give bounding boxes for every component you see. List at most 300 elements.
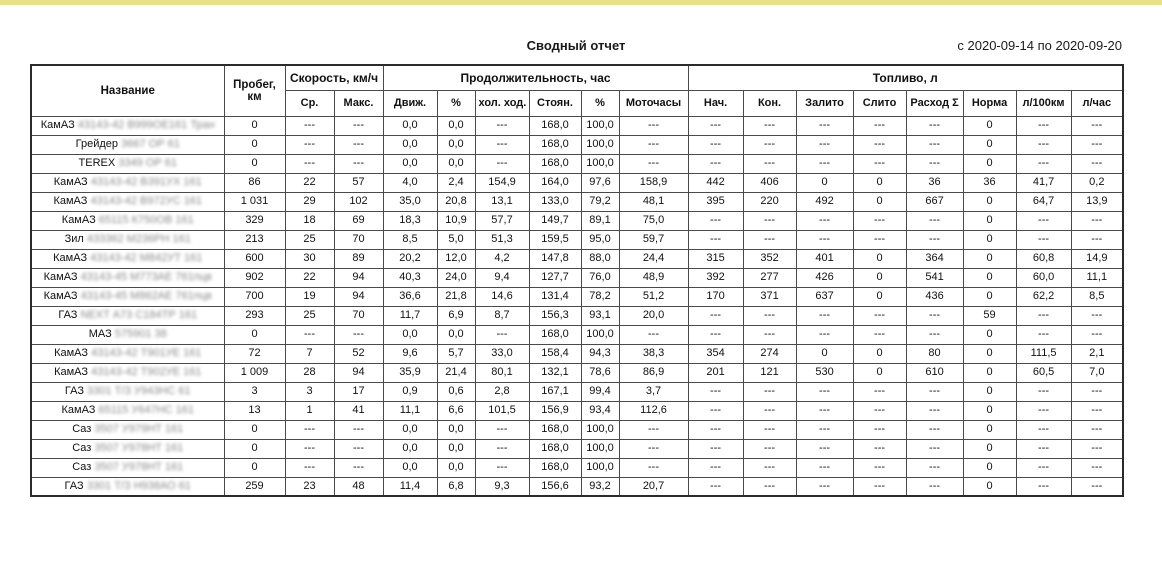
cell-parked: 131,4 bbox=[529, 287, 581, 306]
cell-max_speed: --- bbox=[334, 135, 383, 154]
cell-norm: 0 bbox=[963, 192, 1016, 211]
cell-idle: 8,7 bbox=[475, 306, 529, 325]
cell-fuel_end: 121 bbox=[743, 363, 796, 382]
cell-engine_hours: 51,2 bbox=[619, 287, 688, 306]
table-row bbox=[31, 458, 1123, 477]
cell-max_speed: 41 bbox=[334, 401, 383, 420]
cell-norm: 0 bbox=[963, 116, 1016, 135]
cell-fuel_start: --- bbox=[688, 477, 743, 496]
cell-fuel_start: 392 bbox=[688, 268, 743, 287]
cell-norm: 0 bbox=[963, 420, 1016, 439]
cell-parked_pct: 100,0 bbox=[581, 116, 619, 135]
cell-idle: 2,8 bbox=[475, 382, 529, 401]
cell-avg_speed: --- bbox=[285, 135, 334, 154]
cell-consumed: --- bbox=[906, 458, 963, 477]
cell-consumed: --- bbox=[906, 382, 963, 401]
cell-mileage: 700 bbox=[224, 287, 285, 306]
cell-norm: 0 bbox=[963, 344, 1016, 363]
cell-parked_pct: 93,2 bbox=[581, 477, 619, 496]
cell-filled: --- bbox=[796, 458, 853, 477]
cell-avg_speed: --- bbox=[285, 439, 334, 458]
table-row bbox=[31, 135, 1123, 154]
cell-consumed: --- bbox=[906, 477, 963, 496]
cell-moving: 0,0 bbox=[383, 135, 437, 154]
vehicle-make: КамАЗ bbox=[43, 271, 78, 283]
cell-engine_hours: --- bbox=[619, 116, 688, 135]
cell-fuel_end: --- bbox=[743, 306, 796, 325]
page-title: Сводный отчет bbox=[526, 38, 626, 53]
cell-filled: 492 bbox=[796, 192, 853, 211]
table-row bbox=[31, 230, 1123, 249]
cell-engine_hours: --- bbox=[619, 458, 688, 477]
cell-moving: 0,0 bbox=[383, 420, 437, 439]
cell-engine_hours: --- bbox=[619, 439, 688, 458]
cell-mileage: 13 bbox=[224, 401, 285, 420]
column-group-duration: Продолжительность, час bbox=[383, 65, 688, 90]
cell-filled: --- bbox=[796, 420, 853, 439]
cell-moving: 18,3 bbox=[383, 211, 437, 230]
cell-moving: 0,0 bbox=[383, 154, 437, 173]
cell-l_per_100km: 41,7 bbox=[1016, 173, 1071, 192]
column-header-consumed: Расход Σ bbox=[906, 90, 963, 116]
cell-max_speed: 57 bbox=[334, 173, 383, 192]
cell-moving: 36,6 bbox=[383, 287, 437, 306]
cell-filled: --- bbox=[796, 211, 853, 230]
cell-parked_pct: 76,0 bbox=[581, 268, 619, 287]
cell-vehicle-name bbox=[31, 116, 224, 135]
cell-parked_pct: 97,6 bbox=[581, 173, 619, 192]
cell-filled: --- bbox=[796, 230, 853, 249]
cell-fuel_start: --- bbox=[688, 420, 743, 439]
cell-vehicle-name bbox=[31, 458, 224, 477]
cell-idle: 9,4 bbox=[475, 268, 529, 287]
cell-idle: 51,3 bbox=[475, 230, 529, 249]
cell-l_per_hour: --- bbox=[1071, 439, 1123, 458]
cell-parked_pct: 78,2 bbox=[581, 287, 619, 306]
cell-filled: 0 bbox=[796, 344, 853, 363]
cell-drained: 0 bbox=[853, 173, 906, 192]
cell-vehicle-name bbox=[31, 268, 224, 287]
cell-mileage: 329 bbox=[224, 211, 285, 230]
vehicle-id-blurred: 433362 М236РН 161 bbox=[86, 233, 191, 245]
cell-l_per_hour: --- bbox=[1071, 135, 1123, 154]
cell-drained: --- bbox=[853, 116, 906, 135]
cell-moving: 9,6 bbox=[383, 344, 437, 363]
cell-mileage: 0 bbox=[224, 116, 285, 135]
cell-idle: 80,1 bbox=[475, 363, 529, 382]
vehicle-make: КамАЗ bbox=[53, 176, 88, 188]
cell-moving: 8,5 bbox=[383, 230, 437, 249]
table-row bbox=[31, 401, 1123, 420]
cell-parked_pct: 100,0 bbox=[581, 439, 619, 458]
column-header-norm: Норма bbox=[963, 90, 1016, 116]
cell-mileage: 902 bbox=[224, 268, 285, 287]
cell-norm: 0 bbox=[963, 135, 1016, 154]
cell-moving_pct: 0,0 bbox=[437, 116, 475, 135]
cell-parked_pct: 79,2 bbox=[581, 192, 619, 211]
cell-max_speed: 94 bbox=[334, 268, 383, 287]
cell-vehicle-name bbox=[31, 154, 224, 173]
cell-consumed: 436 bbox=[906, 287, 963, 306]
cell-norm: 0 bbox=[963, 230, 1016, 249]
cell-parked: 156,3 bbox=[529, 306, 581, 325]
cell-avg_speed: --- bbox=[285, 154, 334, 173]
cell-drained: --- bbox=[853, 477, 906, 496]
cell-engine_hours: 20,7 bbox=[619, 477, 688, 496]
table-row bbox=[31, 439, 1123, 458]
cell-consumed: --- bbox=[906, 306, 963, 325]
cell-moving_pct: 6,9 bbox=[437, 306, 475, 325]
cell-norm: 0 bbox=[963, 401, 1016, 420]
cell-avg_speed: 22 bbox=[285, 268, 334, 287]
cell-vehicle-name bbox=[31, 439, 224, 458]
cell-avg_speed: --- bbox=[285, 420, 334, 439]
cell-fuel_start: 442 bbox=[688, 173, 743, 192]
cell-fuel_start: --- bbox=[688, 211, 743, 230]
cell-parked_pct: 100,0 bbox=[581, 458, 619, 477]
vehicle-id-blurred: 3507 У978НТ 161 bbox=[94, 442, 184, 454]
cell-l_per_100km: --- bbox=[1016, 439, 1071, 458]
cell-l_per_100km: --- bbox=[1016, 458, 1071, 477]
cell-moving: 11,1 bbox=[383, 401, 437, 420]
vehicle-make: Саз bbox=[72, 442, 92, 454]
cell-l_per_100km: --- bbox=[1016, 420, 1071, 439]
cell-l_per_hour: 13,9 bbox=[1071, 192, 1123, 211]
cell-moving_pct: 10,9 bbox=[437, 211, 475, 230]
cell-parked: 168,0 bbox=[529, 116, 581, 135]
table-row bbox=[31, 211, 1123, 230]
cell-mileage: 213 bbox=[224, 230, 285, 249]
vehicle-make: TEREX bbox=[78, 157, 116, 169]
cell-filled: --- bbox=[796, 477, 853, 496]
cell-parked: 147,8 bbox=[529, 249, 581, 268]
cell-max_speed: 17 bbox=[334, 382, 383, 401]
cell-filled: --- bbox=[796, 306, 853, 325]
cell-l_per_100km: --- bbox=[1016, 230, 1071, 249]
cell-moving: 0,0 bbox=[383, 439, 437, 458]
cell-max_speed: 52 bbox=[334, 344, 383, 363]
cell-l_per_100km: --- bbox=[1016, 211, 1071, 230]
cell-idle: --- bbox=[475, 116, 529, 135]
cell-avg_speed: 29 bbox=[285, 192, 334, 211]
cell-engine_hours: --- bbox=[619, 135, 688, 154]
cell-norm: 0 bbox=[963, 211, 1016, 230]
cell-idle: --- bbox=[475, 439, 529, 458]
vehicle-make: Саз bbox=[72, 461, 92, 473]
cell-parked: 132,1 bbox=[529, 363, 581, 382]
cell-l_per_100km: --- bbox=[1016, 325, 1071, 344]
cell-moving_pct: 0,0 bbox=[437, 439, 475, 458]
cell-drained: --- bbox=[853, 439, 906, 458]
cell-fuel_end: --- bbox=[743, 211, 796, 230]
cell-vehicle-name bbox=[31, 401, 224, 420]
vehicle-make: КамАЗ bbox=[40, 119, 75, 131]
cell-norm: 36 bbox=[963, 173, 1016, 192]
cell-fuel_end: 371 bbox=[743, 287, 796, 306]
cell-fuel_end: --- bbox=[743, 116, 796, 135]
report-date-range: с 2020-09-14 по 2020-09-20 bbox=[957, 38, 1122, 53]
cell-mileage: 0 bbox=[224, 439, 285, 458]
cell-engine_hours: 20,0 bbox=[619, 306, 688, 325]
cell-avg_speed: 22 bbox=[285, 173, 334, 192]
cell-norm: 59 bbox=[963, 306, 1016, 325]
cell-l_per_hour: 2,1 bbox=[1071, 344, 1123, 363]
cell-idle: 9,3 bbox=[475, 477, 529, 496]
cell-parked_pct: 100,0 bbox=[581, 135, 619, 154]
column-header-fuel-end: Кон. bbox=[743, 90, 796, 116]
cell-drained: 0 bbox=[853, 344, 906, 363]
cell-mileage: 0 bbox=[224, 325, 285, 344]
report-table-body bbox=[31, 116, 1123, 496]
cell-moving_pct: 20,8 bbox=[437, 192, 475, 211]
cell-parked: 167,1 bbox=[529, 382, 581, 401]
cell-moving_pct: 2,4 bbox=[437, 173, 475, 192]
cell-vehicle-name bbox=[31, 287, 224, 306]
cell-engine_hours: 59,7 bbox=[619, 230, 688, 249]
vehicle-id-blurred: 43143-45 М773АЕ 761пцв bbox=[80, 271, 212, 283]
cell-max_speed: --- bbox=[334, 439, 383, 458]
cell-l_per_100km: 60,0 bbox=[1016, 268, 1071, 287]
cell-fuel_start: --- bbox=[688, 154, 743, 173]
cell-vehicle-name bbox=[31, 420, 224, 439]
cell-max_speed: 89 bbox=[334, 249, 383, 268]
cell-consumed: 364 bbox=[906, 249, 963, 268]
column-header-moving-pct: % bbox=[437, 90, 475, 116]
cell-fuel_end: 277 bbox=[743, 268, 796, 287]
cell-moving_pct: 21,4 bbox=[437, 363, 475, 382]
cell-vehicle-name bbox=[31, 249, 224, 268]
table-header bbox=[31, 65, 1123, 116]
cell-parked: 168,0 bbox=[529, 420, 581, 439]
report-header bbox=[30, 38, 1122, 56]
cell-norm: 0 bbox=[963, 363, 1016, 382]
cell-norm: 0 bbox=[963, 439, 1016, 458]
cell-avg_speed: --- bbox=[285, 458, 334, 477]
column-header-max-speed: Макс. bbox=[334, 90, 383, 116]
cell-moving: 0,0 bbox=[383, 325, 437, 344]
cell-l_per_hour: --- bbox=[1071, 306, 1123, 325]
cell-fuel_end: 274 bbox=[743, 344, 796, 363]
cell-parked_pct: 100,0 bbox=[581, 420, 619, 439]
cell-max_speed: 70 bbox=[334, 230, 383, 249]
cell-fuel_end: --- bbox=[743, 420, 796, 439]
cell-idle: --- bbox=[475, 458, 529, 477]
table-row bbox=[31, 420, 1123, 439]
cell-moving_pct: 0,0 bbox=[437, 458, 475, 477]
cell-fuel_start: --- bbox=[688, 230, 743, 249]
cell-l_per_hour: --- bbox=[1071, 401, 1123, 420]
vehicle-make: ГАЗ bbox=[64, 385, 84, 397]
cell-parked_pct: 93,1 bbox=[581, 306, 619, 325]
cell-parked: 156,6 bbox=[529, 477, 581, 496]
cell-drained: --- bbox=[853, 135, 906, 154]
cell-avg_speed: 18 bbox=[285, 211, 334, 230]
cell-fuel_start: --- bbox=[688, 458, 743, 477]
cell-filled: --- bbox=[796, 325, 853, 344]
cell-drained: --- bbox=[853, 306, 906, 325]
vehicle-make: Зил bbox=[64, 233, 84, 245]
cell-parked: 149,7 bbox=[529, 211, 581, 230]
cell-parked: 127,7 bbox=[529, 268, 581, 287]
cell-fuel_end: --- bbox=[743, 230, 796, 249]
cell-idle: --- bbox=[475, 420, 529, 439]
cell-mileage: 3 bbox=[224, 382, 285, 401]
column-header-filled: Залито bbox=[796, 90, 853, 116]
cell-avg_speed: 3 bbox=[285, 382, 334, 401]
cell-norm: 0 bbox=[963, 268, 1016, 287]
column-header-parked-pct: % bbox=[581, 90, 619, 116]
cell-engine_hours: 112,6 bbox=[619, 401, 688, 420]
cell-vehicle-name bbox=[31, 344, 224, 363]
vehicle-make: КамАЗ bbox=[53, 195, 88, 207]
cell-filled: --- bbox=[796, 401, 853, 420]
cell-fuel_start: 354 bbox=[688, 344, 743, 363]
cell-consumed: --- bbox=[906, 135, 963, 154]
cell-max_speed: 102 bbox=[334, 192, 383, 211]
vehicle-id-blurred: 43143-42 В999ОЕ161 Тран bbox=[77, 119, 215, 131]
cell-moving: 0,9 bbox=[383, 382, 437, 401]
column-header-moving: Движ. bbox=[383, 90, 437, 116]
cell-l_per_hour: 11,1 bbox=[1071, 268, 1123, 287]
cell-engine_hours: --- bbox=[619, 154, 688, 173]
column-header-mileage: Пробег, км bbox=[224, 65, 285, 116]
vehicle-make: Грейдер bbox=[75, 138, 119, 150]
cell-drained: --- bbox=[853, 230, 906, 249]
cell-fuel_end: 220 bbox=[743, 192, 796, 211]
cell-max_speed: --- bbox=[334, 458, 383, 477]
cell-drained: 0 bbox=[853, 249, 906, 268]
table-row bbox=[31, 477, 1123, 496]
cell-engine_hours: --- bbox=[619, 325, 688, 344]
cell-moving_pct: 12,0 bbox=[437, 249, 475, 268]
cell-moving_pct: 0,0 bbox=[437, 420, 475, 439]
cell-norm: 0 bbox=[963, 287, 1016, 306]
cell-fuel_end: --- bbox=[743, 439, 796, 458]
cell-norm: 0 bbox=[963, 325, 1016, 344]
cell-parked: 159,5 bbox=[529, 230, 581, 249]
cell-filled: --- bbox=[796, 382, 853, 401]
cell-max_speed: --- bbox=[334, 154, 383, 173]
vehicle-id-blurred: 65115 У647НС 161 bbox=[98, 404, 194, 416]
cell-avg_speed: 30 bbox=[285, 249, 334, 268]
vehicle-id-blurred: 3507 У978НТ 161 bbox=[94, 461, 184, 473]
cell-l_per_100km: --- bbox=[1016, 401, 1071, 420]
cell-avg_speed: 19 bbox=[285, 287, 334, 306]
cell-fuel_start: 201 bbox=[688, 363, 743, 382]
cell-l_per_100km: --- bbox=[1016, 154, 1071, 173]
table-row bbox=[31, 344, 1123, 363]
cell-mileage: 0 bbox=[224, 458, 285, 477]
cell-fuel_end: --- bbox=[743, 401, 796, 420]
cell-l_per_hour: --- bbox=[1071, 154, 1123, 173]
cell-parked_pct: 100,0 bbox=[581, 154, 619, 173]
cell-drained: --- bbox=[853, 458, 906, 477]
column-header-idle: хол. ход. bbox=[475, 90, 529, 116]
cell-mileage: 72 bbox=[224, 344, 285, 363]
cell-engine_hours: 86,9 bbox=[619, 363, 688, 382]
cell-l_per_hour: --- bbox=[1071, 382, 1123, 401]
cell-fuel_end: 406 bbox=[743, 173, 796, 192]
cell-fuel_start: --- bbox=[688, 382, 743, 401]
cell-idle: 4,2 bbox=[475, 249, 529, 268]
cell-fuel_start: --- bbox=[688, 306, 743, 325]
cell-moving_pct: 6,8 bbox=[437, 477, 475, 496]
cell-l_per_hour: --- bbox=[1071, 211, 1123, 230]
cell-fuel_end: 352 bbox=[743, 249, 796, 268]
column-header-engine-hours: Моточасы bbox=[619, 90, 688, 116]
cell-l_per_hour: --- bbox=[1071, 458, 1123, 477]
cell-norm: 0 bbox=[963, 154, 1016, 173]
cell-filled: 401 bbox=[796, 249, 853, 268]
table-row bbox=[31, 116, 1123, 135]
cell-idle: --- bbox=[475, 135, 529, 154]
cell-idle: 33,0 bbox=[475, 344, 529, 363]
cell-avg_speed: --- bbox=[285, 116, 334, 135]
cell-drained: --- bbox=[853, 401, 906, 420]
cell-fuel_end: --- bbox=[743, 382, 796, 401]
cell-avg_speed: 25 bbox=[285, 306, 334, 325]
vehicle-id-blurred: 3667 ОР 61 bbox=[121, 138, 180, 150]
cell-vehicle-name bbox=[31, 477, 224, 496]
cell-engine_hours: 38,3 bbox=[619, 344, 688, 363]
cell-moving_pct: 0,6 bbox=[437, 382, 475, 401]
vehicle-id-blurred: NEXT А73 С184ТР 161 bbox=[80, 309, 198, 321]
cell-norm: 0 bbox=[963, 382, 1016, 401]
table-row bbox=[31, 325, 1123, 344]
cell-fuel_end: --- bbox=[743, 154, 796, 173]
cell-max_speed: --- bbox=[334, 420, 383, 439]
vehicle-id-blurred: 575901 38 bbox=[114, 328, 167, 340]
cell-parked: 158,4 bbox=[529, 344, 581, 363]
column-header-name: Название bbox=[31, 65, 224, 116]
cell-norm: 0 bbox=[963, 249, 1016, 268]
cell-l_per_100km: --- bbox=[1016, 135, 1071, 154]
vehicle-id-blurred: 43143-42 В391УХ 161 bbox=[90, 176, 202, 188]
vehicle-make: ГАЗ bbox=[64, 479, 84, 492]
cell-l_per_hour: --- bbox=[1071, 230, 1123, 249]
cell-max_speed: --- bbox=[334, 325, 383, 344]
cell-vehicle-name bbox=[31, 230, 224, 249]
cell-fuel_end: --- bbox=[743, 477, 796, 496]
vehicle-id-blurred: 3349 ОР 61 bbox=[118, 157, 177, 169]
page-top-accent-bar bbox=[0, 0, 1162, 5]
table-row bbox=[31, 268, 1123, 287]
cell-engine_hours: --- bbox=[619, 420, 688, 439]
cell-vehicle-name bbox=[31, 382, 224, 401]
vehicle-make: КамАЗ bbox=[54, 347, 89, 359]
cell-l_per_100km: --- bbox=[1016, 382, 1071, 401]
cell-vehicle-name bbox=[31, 211, 224, 230]
cell-l_per_100km: 64,7 bbox=[1016, 192, 1071, 211]
cell-filled: 0 bbox=[796, 173, 853, 192]
cell-idle: 154,9 bbox=[475, 173, 529, 192]
vehicle-id-blurred: 3301 Т/З Н938АО 61 bbox=[86, 479, 191, 492]
cell-max_speed: 70 bbox=[334, 306, 383, 325]
cell-fuel_start: 170 bbox=[688, 287, 743, 306]
summary-report-table bbox=[30, 64, 1124, 497]
column-group-fuel: Топливо, л bbox=[688, 65, 1123, 90]
cell-moving_pct: 24,0 bbox=[437, 268, 475, 287]
cell-max_speed: --- bbox=[334, 116, 383, 135]
cell-idle: --- bbox=[475, 325, 529, 344]
cell-drained: --- bbox=[853, 211, 906, 230]
cell-idle: 101,5 bbox=[475, 401, 529, 420]
vehicle-make: КамАЗ bbox=[54, 366, 89, 378]
cell-moving: 0,0 bbox=[383, 458, 437, 477]
cell-moving_pct: 5,7 bbox=[437, 344, 475, 363]
cell-l_per_hour: --- bbox=[1071, 325, 1123, 344]
cell-moving: 4,0 bbox=[383, 173, 437, 192]
